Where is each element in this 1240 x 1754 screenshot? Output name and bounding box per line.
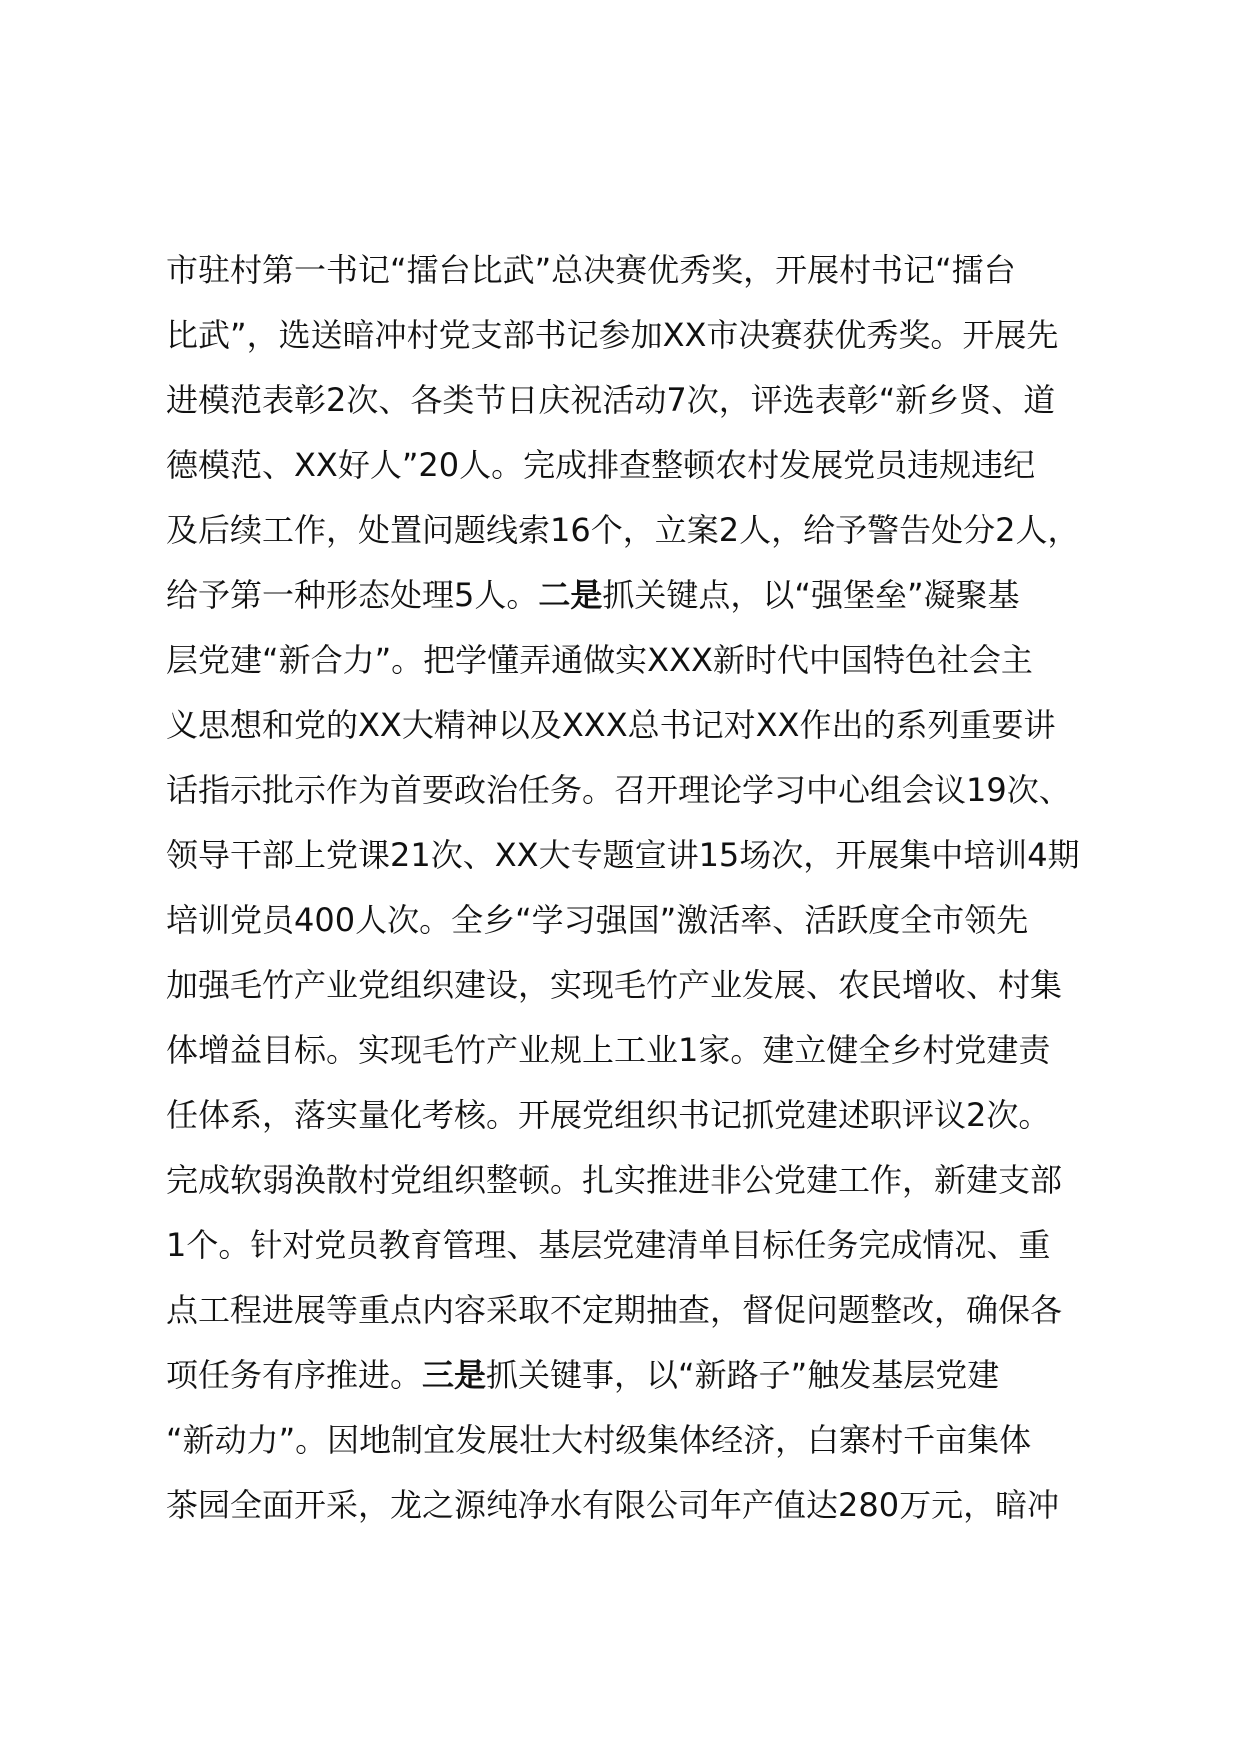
text-segment: 茶园全面开采，龙之源纯净水有限公司年产值达280万元，暗冲 bbox=[166, 1486, 1060, 1524]
text-segment: 项任务有序推进。 bbox=[166, 1356, 423, 1394]
text-line bbox=[166, 1408, 1126, 1473]
text-line bbox=[166, 498, 1126, 563]
text-segment: 比武”，选送暗冲村党支部书记参加XX市决赛获优秀奖。开展先 bbox=[166, 316, 1059, 354]
text-segment: 1个。针对党员教育管理、基层党建清单目标任务完成情况、重 bbox=[166, 1226, 1051, 1264]
text-segment: 任体系，落实量化考核。开展党组织书记抓党建述职评议2次。 bbox=[166, 1096, 1051, 1134]
text-line bbox=[166, 1213, 1126, 1278]
text-line bbox=[166, 1278, 1126, 1343]
text-line bbox=[166, 888, 1126, 953]
text-segment: 层党建“新合力”。把学懂弄通做实XXX新时代中国特色社会主 bbox=[166, 641, 1033, 679]
text-segment: 抓关键点，以“强堡垒”凝聚基 bbox=[602, 576, 1020, 614]
text-line bbox=[166, 238, 1126, 303]
text-segment: 及后续工作，处置问题线索16个，立案2人，给予警告处分2人， bbox=[166, 511, 1080, 549]
bold-lead-phrase: 三是 bbox=[422, 1356, 487, 1394]
text-line bbox=[166, 1083, 1126, 1148]
text-line bbox=[166, 303, 1126, 368]
text-segment: 德模范、XX好人”20人。完成排查整顿农村发展党员违规违纪 bbox=[166, 446, 1036, 484]
text-segment: 义思想和党的XX大精神以及XXX总书记对XX作出的系列重要讲 bbox=[166, 706, 1056, 744]
text-segment: 点工程进展等重点内容采取不定期抽查，督促问题整改，确保各 bbox=[166, 1291, 1063, 1329]
bold-lead-phrase: 二是 bbox=[538, 576, 603, 614]
text-segment: 培训党员400人次。全乡“学习强国”激活率、活跃度全市领先 bbox=[166, 901, 1029, 939]
text-segment: 话指示批示作为首要政治任务。召开理论学习中心组会议19次、 bbox=[166, 771, 1071, 809]
text-segment: 抓关键事，以“新路子”触发基层党建 bbox=[486, 1356, 1000, 1394]
text-line bbox=[166, 953, 1126, 1018]
text-line bbox=[166, 693, 1126, 758]
text-line bbox=[166, 1343, 1126, 1408]
text-segment: 给予第一种形态处理5人。 bbox=[166, 576, 539, 614]
text-segment: 市驻村第一书记“擂台比武”总决赛优秀奖，开展村书记“擂台 bbox=[166, 251, 1016, 289]
body-text bbox=[166, 238, 1126, 1538]
text-line bbox=[166, 758, 1126, 823]
text-segment: 体增益目标。实现毛竹产业规上工业1家。建立健全乡村党建责 bbox=[166, 1031, 1051, 1069]
text-line bbox=[166, 368, 1126, 433]
text-line bbox=[166, 1018, 1126, 1083]
text-line bbox=[166, 433, 1126, 498]
text-line bbox=[166, 1148, 1126, 1213]
text-line bbox=[166, 823, 1126, 888]
text-segment: 完成软弱涣散村党组织整顿。扎实推进非公党建工作，新建支部 bbox=[166, 1161, 1063, 1199]
text-segment: “新动力”。因地制宜发展壮大村级集体经济，白寨村千亩集体 bbox=[166, 1421, 1032, 1459]
text-line bbox=[166, 563, 1126, 628]
text-segment: 进模范表彰2次、各类节日庆祝活动7次，评选表彰“新乡贤、道 bbox=[166, 381, 1056, 419]
text-line bbox=[166, 1473, 1126, 1538]
text-segment: 领导干部上党课21次、XX大专题宣讲15场次，开展集中培训4期 bbox=[166, 836, 1080, 874]
text-segment: 加强毛竹产业党组织建设，实现毛竹产业发展、农民增收、村集 bbox=[166, 966, 1063, 1004]
text-line bbox=[166, 628, 1126, 693]
